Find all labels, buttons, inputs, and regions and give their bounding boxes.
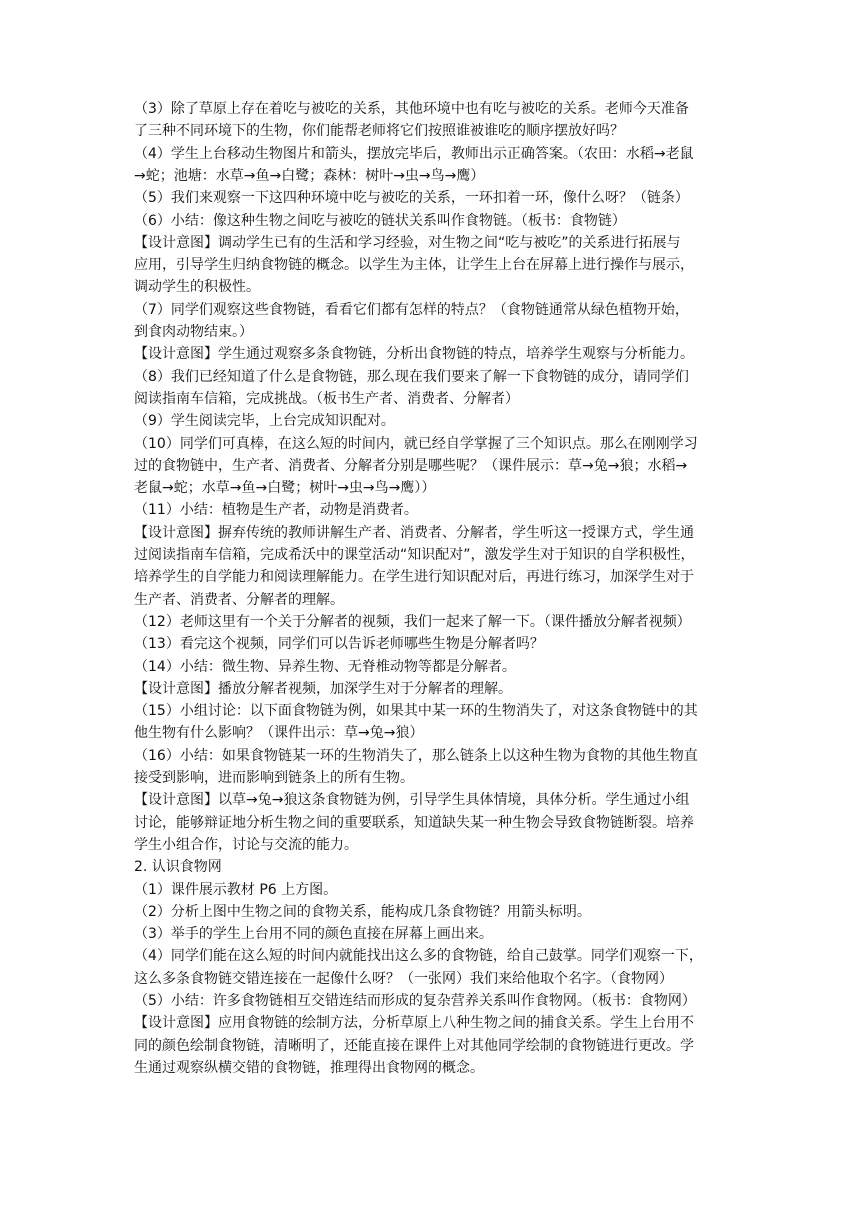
text-line: （3）除了草原上存在着吃与被吃的关系，其他环境中也有吃与被吃的关系。老师今天准备: [134, 101, 689, 117]
text-line: 过的食物链中，生产者、消费者、分解者分别是哪些呢？（课件展示：草→兔→狼；水稻→: [134, 457, 688, 474]
text-line: 2. 认识食物网: [134, 859, 222, 876]
text-line: 应用，引导学生归纳食物链的概念。以学生为主体，让学生上台在屏幕上进行操作与展示，: [134, 257, 694, 274]
text-line: 讨论，能够辩证地分析生物之间的重要联系，知道缺失某一种生物会导致食物链断裂。培养: [134, 814, 694, 831]
text-line: 过阅读指南车信箱，完成希沃中的课堂活动“知识配对”，激发学生对于知识的自学积极性，: [134, 547, 695, 563]
text-line: （14）小结：微生物、异养生物、无脊椎动物等都是分解者。: [134, 658, 516, 675]
text-line: 【设计意图】播放分解者视频，加深学生对于分解者的理解。: [134, 680, 512, 697]
text-line: （1）课件展示教材 P6 上方图。: [134, 881, 338, 898]
text-line: 了三种不同环境下的生物，你们能帮老师将它们按照谁被谁吃的顺序摆放好吗？: [134, 123, 624, 140]
text-line: 生产者、消费者、分解者的理解。: [134, 591, 344, 608]
text-line: （9）学生阅读完毕，上台完成知识配对。: [134, 413, 395, 430]
text-line: 生通过观察纵横交错的食物链，推理得出食物网的概念。: [134, 1059, 484, 1076]
text-line: （6）小结：像这种生物之间吃与被吃的链状关系叫作食物链。（板书：食物链）: [134, 212, 626, 229]
text-line: →蛇；池塘：水草→鱼→白鹭；森林：树叶→虫→鸟→鹰）: [134, 167, 485, 184]
text-line: 【设计意图】摒弃传统的教师讲解生产者、消费者、分解者，学生听这一授课方式，学生通: [134, 524, 694, 541]
text-line: 老鼠→蛇；水草→鱼→白鹭；树叶→虫→鸟→鹰））: [134, 480, 436, 497]
text-line: 【设计意图】应用食物链的绘制方法，分析草原上八种生物之间的捕食关系。学生上台用不: [134, 1015, 694, 1032]
text-line: 学生小组合作，讨论与交流的能力。: [134, 836, 358, 853]
text-line: （3）举手的学生上台用不同的颜色直接在屏幕上画出来。: [134, 926, 493, 943]
text-line: （16）小结：如果食物链某一环的生物消失了，那么链条上以这种生物为食物的其他生物直: [134, 747, 698, 764]
text-line: （4）学生上台移动生物图片和箭头，摆放完毕后，教师出示正确答案。（农田：水稻→老鼠: [134, 145, 694, 162]
text-line: 阅读指南车信箱，完成挑战。（板书生产者、消费者、分解者）: [134, 390, 519, 407]
text-line: （10）同学们可真棒，在这么短的时间内，就已经自学掌握了三个知识点。那么在刚刚学习: [134, 435, 698, 452]
text-line: 【设计意图】以草→兔→狼这条食物链为例，引导学生具体情境，具体分析。学生通过小组: [134, 792, 690, 809]
text-line: 【设计意图】学生通过观察多条食物链，分析出食物链的特点，培养学生观察与分析能力。: [134, 346, 694, 363]
text-line: 接受到影响，进而影响到链条上的所有生物。: [134, 770, 414, 786]
text-line: 【设计意图】调动学生已有的生活和学习经验，对生物之间“吃与被吃”的关系进行拓展与: [134, 234, 681, 251]
text-line: （12）老师这里有一个关于分解者的视频，我们一起来了解一下。（课件播放分解者视频）: [134, 613, 691, 630]
text-line: 到食肉动物结束。）: [134, 324, 253, 340]
text-line: （5）小结：许多食物链相互交错连结而形成的复杂营养关系叫作食物网。（板书：食物网）: [134, 993, 696, 1009]
text-line: （13）看完这个视频，同学们可以告诉老师哪些生物是分解者吗？: [134, 636, 544, 653]
text-line: （11）小结：植物是生产者，动物是消费者。: [134, 502, 418, 519]
text-line: （5）我们来观察一下这四种环境中吃与被吃的关系，一环扣着一环，像什么呀？（链条）: [134, 190, 689, 207]
text-line: （2）分析上图中生物之间的食物关系，能构成几条食物链？用箭头标明。: [134, 903, 591, 920]
text-line: （4）同学们能在这么短的时间内就能找出这么多的食物链，给自己鼓掌。同学们观察一下，: [134, 948, 703, 965]
text-line: 这么多条食物链交错连接在一起像什么呀？（一张网）我们来给他取个名字。（食物网）: [134, 970, 673, 987]
text-line: （8）我们已经知道了什么是食物链，那么现在我们要来了解一下食物链的成分，请同学们: [134, 368, 689, 385]
text-line: 调动学生的积极性。: [134, 279, 260, 296]
text-line: （15）小组讨论：以下面食物链为例，如果其中某一环的生物消失了，对这条食物链中的其: [134, 703, 698, 720]
text-line: （7）同学们观察这些食物链，看看它们都有怎样的特点？（食物链通常从绿色植物开始，: [134, 301, 689, 318]
text-line: 同的颜色绘制食物链，清晰明了，还能直接在课件上对其他同学绘制的食物链进行更改。学: [134, 1037, 694, 1054]
text-line: 培养学生的自学能力和阅读理解能力。在学生进行知识配对后，再进行练习，加深学生对于: [134, 569, 694, 586]
text-line: 他生物有什么影响？（课件出示：草→兔→狼）: [134, 725, 424, 742]
